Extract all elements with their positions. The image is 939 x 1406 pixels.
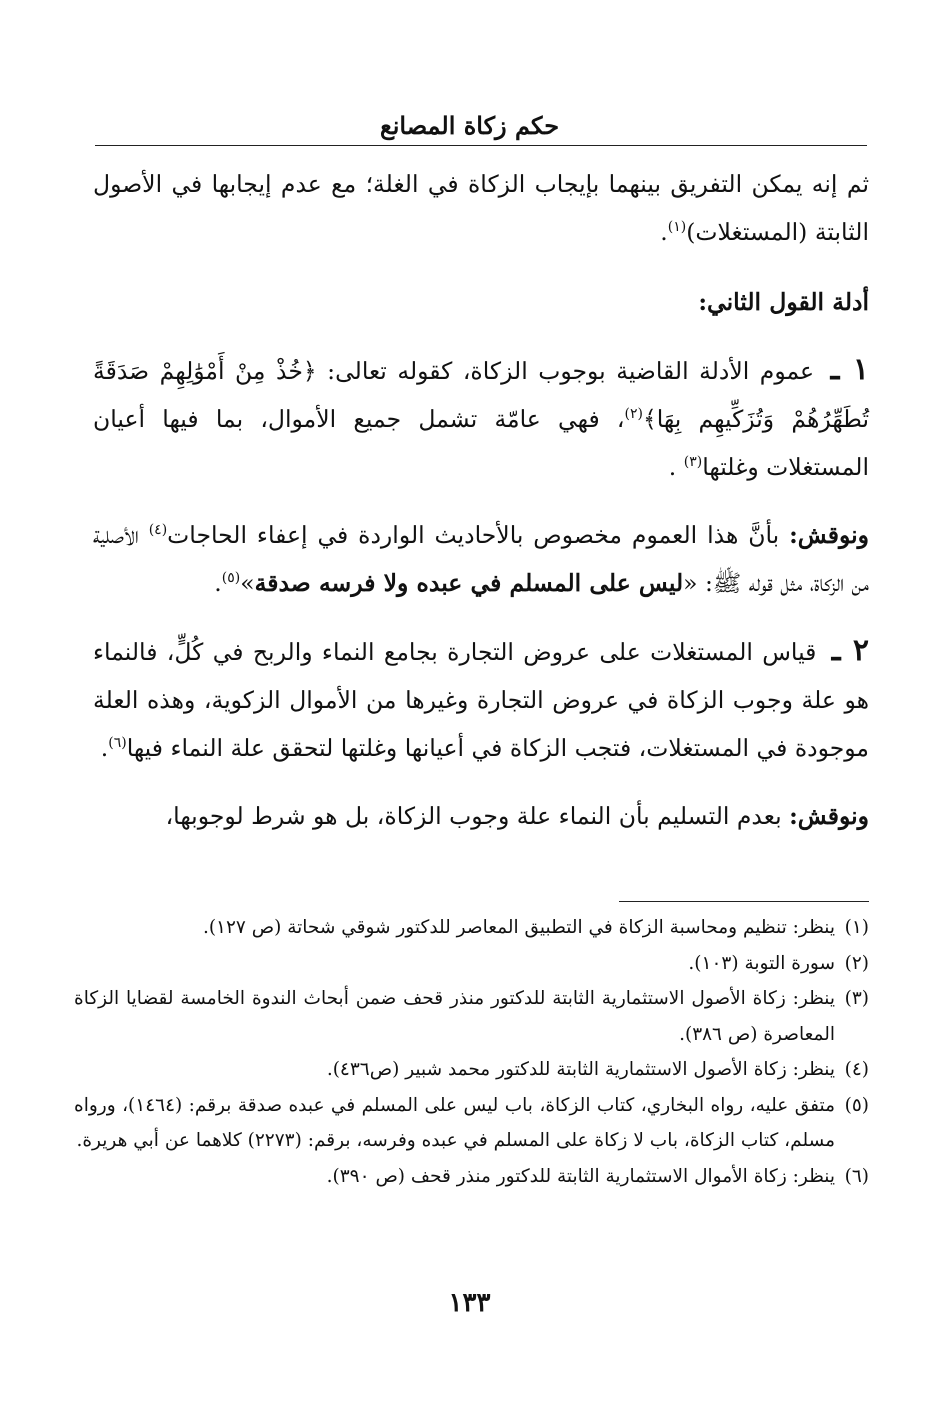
paragraph-1-text: ثم إنه يمكن التفريق بينهما بإيجاب الزكاة في الغلة؛ مع عدم إيجابها في الأصول الثابتة (المستغلات) [93, 170, 869, 246]
point-number-2: ٢ ـ [831, 633, 869, 668]
paragraph-5 [93, 792, 869, 840]
footnote-number: (٥) [844, 1094, 869, 1116]
main-text [93, 160, 869, 840]
paragraph-1-end: . [660, 218, 668, 246]
footnote-number: (٤) [844, 1059, 869, 1080]
paragraph-3-end: . [214, 569, 222, 597]
paragraph-2-text-2: ، فهي عامّة تشمل جميع الأموال، بما فيها أعيان المستغلات وغلتها [93, 405, 869, 481]
paragraph-5-text: بعدم التسليم بأن النماء علة وجوب الزكاة، بل هو شرط لوجوبها، [165, 802, 790, 830]
footnote-item [74, 1052, 869, 1088]
footnote-item [74, 1088, 869, 1159]
footnote-number: (٢) [844, 952, 869, 974]
footnote-number: (٣) [844, 988, 869, 1009]
footnote-text: ينظر: زكاة الأصول الاستثمارية الثابتة للدكتور محمد شبير (ص٤٣٦). [326, 1059, 835, 1080]
footnote-item [74, 946, 869, 982]
footnote-ref-4[interactable]: (٤) [148, 522, 168, 539]
paragraph-2-text: عموم الأدلة القاضية بوجوب الزكاة، كقوله تعالى: ﴿خُذْ مِنْ أَمْوَٰلِهِمْ صَدَقَةً تُطَهِّرُهُمْ وَتُزَكِّيهِم بِهَا﴾ [93, 357, 869, 433]
section-heading: أدلة القول الثاني: [698, 288, 869, 316]
hadith-text: ليس على المسلم في عبده ولا فرسه صدقة [254, 569, 684, 597]
page-number: ١٣٣ [448, 1288, 491, 1318]
footnote-divider [619, 901, 869, 902]
footnote-text: متفق عليه، رواه البخاري، كتاب الزكاة، باب ليس على المسلم في عبده صدقة برقم: (١٤٦٤)، ورواه مسلم، كتاب الزكاة، باب لا زكاة على المسلم في عبده وفرسه، برقم: (٢٢٧٣) كلاهما عن أبي هريرة. [74, 1094, 836, 1151]
paragraph-4-end: . [100, 734, 109, 762]
objection-label-2: ونوقش: [789, 802, 869, 830]
footnote-number: (١) [844, 917, 869, 938]
paragraph-3-text: بأنَّ هذا العموم مخصوص بالأحاديث الواردة في إعفاء الحاجات [167, 521, 790, 549]
footnote-item [74, 910, 869, 946]
point-number-1: ١ ـ [830, 352, 870, 387]
footnote-text: ينظر: تنظيم ومحاسبة الزكاة في التطبيق المعاصر للدكتور شوقي شحاتة (ص ١٢٧). [202, 917, 835, 938]
paragraph-3-text-3: » [240, 569, 255, 597]
paragraph-1 [93, 160, 869, 256]
footnote-number: (٦) [844, 1165, 869, 1187]
footnote-ref-3[interactable]: (٣) [683, 454, 703, 471]
paragraph-4-text: قياس المستغلات على عروض التجارة بجامع النماء والربح في كُلٍّ، فالنماء هو علة وجوب الزكاة في عروض التجارة وغيرها من الأموال الزكوية، وهذه العلة موجودة في المستغلات، فتجب الزكاة في أعيانها وغلتها لتحقق علة النماء فيها [93, 638, 869, 762]
paragraph-4 [93, 627, 869, 772]
paragraph-2 [93, 346, 869, 491]
footnote-ref-1[interactable]: (١) [667, 219, 687, 236]
paragraph-2-end: . [668, 453, 684, 481]
footnote-ref-2[interactable]: (٢) [624, 406, 643, 423]
footnote-item [74, 981, 869, 1052]
header-divider [95, 145, 867, 146]
paragraph-3-text-2: الأصلية من الزكاة، مثل قوله ﷺ: « [93, 521, 869, 597]
footnote-ref-6[interactable]: (٦) [108, 735, 127, 752]
footnote-text: سورة التوبة (١٠٣). [688, 952, 835, 974]
footnote-item [74, 1159, 869, 1195]
objection-label: ونوقش: [789, 521, 870, 549]
footnote-ref-5[interactable]: (٥) [221, 570, 241, 587]
running-header: حكم زكاة المصانع [379, 111, 560, 140]
footnote-text: ينظر: زكاة الأصول الاستثمارية الثابتة للدكتور منذر قحف ضمن أبحاث الندوة الخامسة لقضايا الزكاة المعاصرة (ص ٣٨٦). [74, 988, 835, 1045]
footnotes [74, 910, 869, 1194]
paragraph-3 [93, 511, 869, 607]
footnote-text: ينظر: زكاة الأموال الاستثمارية الثابتة للدكتور منذر قحف (ص ٣٩٠). [326, 1165, 835, 1187]
